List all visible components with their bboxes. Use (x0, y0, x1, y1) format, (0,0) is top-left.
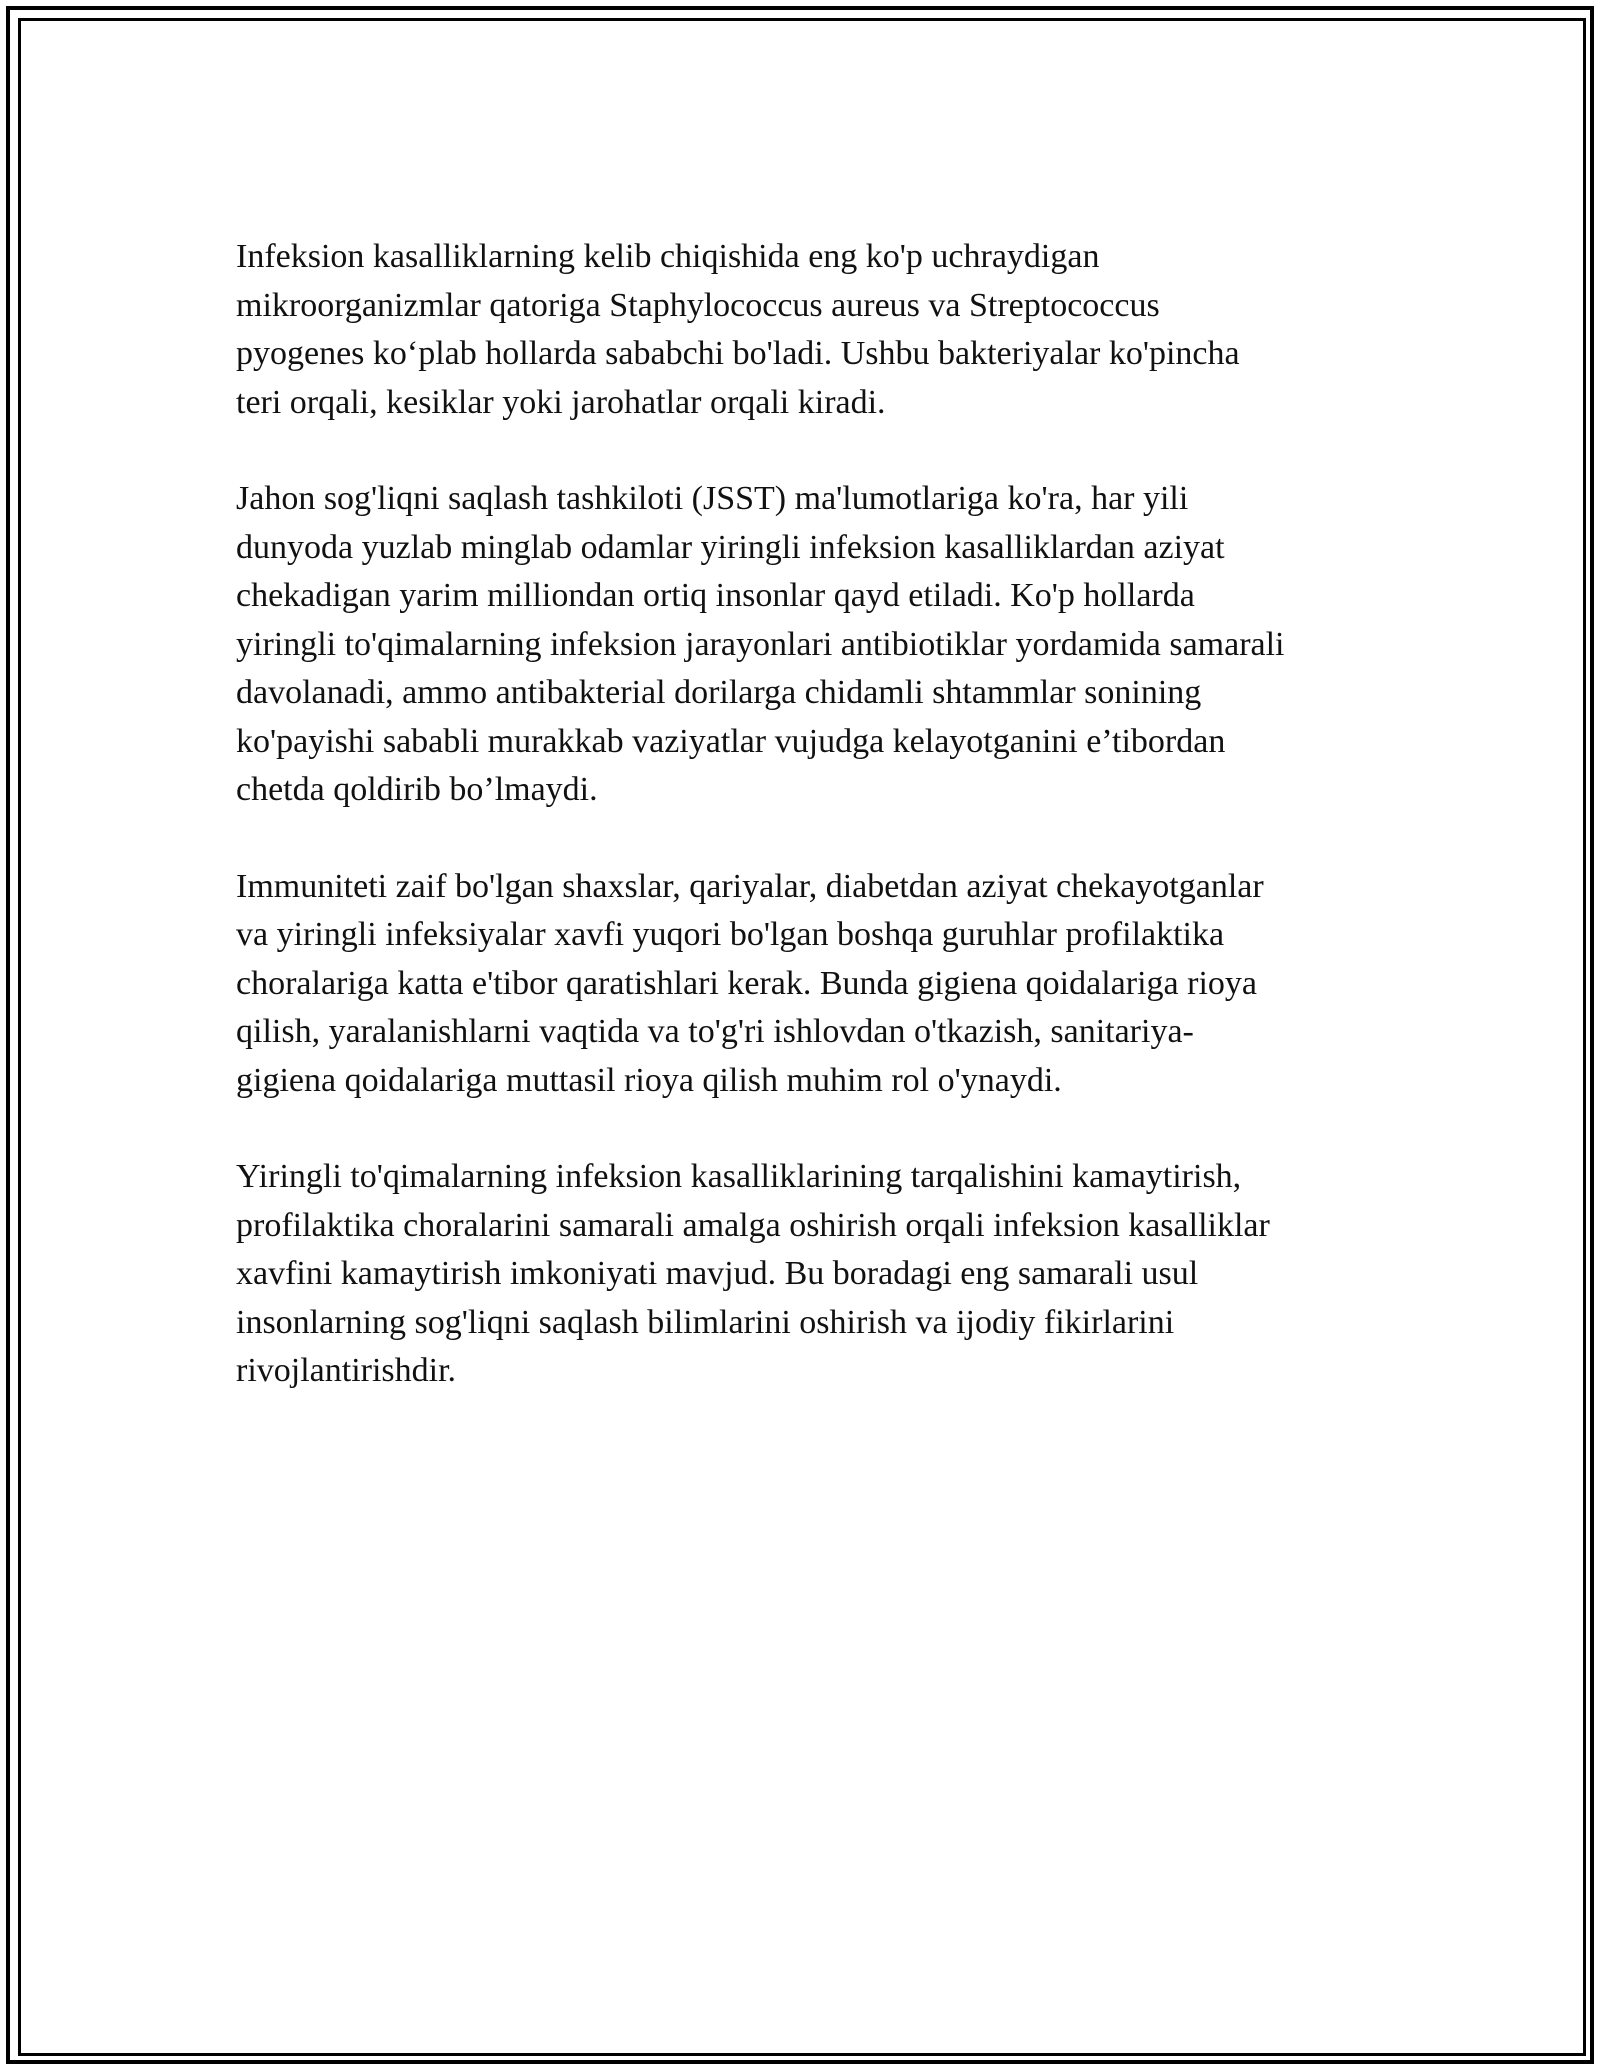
paragraph-4 (236, 1153, 1386, 1396)
text-line: gigiena qoidalariga muttasil rioya qilish muhim rol o'ynaydi. (236, 1061, 1062, 1099)
text-line: mikroorganizmlar qatoriga Staphylococcus aureus va Streptococcus (236, 286, 1160, 324)
text-line: davolanadi, ammo antibakterial dorilarga chidamli shtammlar sonining (236, 674, 1202, 711)
text-line: teri orqali, kesiklar yoki jarohatlar orqali kiradi. (236, 383, 886, 421)
paragraph-2 (236, 475, 1386, 815)
text-line: insonlarning sog'liqni saqlash bilimlarini oshirish va ijodiy fikirlarini (236, 1303, 1175, 1341)
text-line: yiringli to'qimalarning infeksion jarayonlari antibiotiklar yordamida samarali (236, 625, 1285, 663)
text-line: Jahon sog'liqni saqlash tashkiloti (JSST) ma'lumotlariga ko'ra, har yili (236, 480, 1189, 517)
document-body (236, 233, 1386, 1444)
text-line: ko'payishi sababli murakkab vaziyatlar vujudga kelayotganini e’tibordan (236, 722, 1226, 760)
text-line: chetda qoldirib bo’lmaydi. (236, 771, 598, 808)
text-line: Infeksion kasalliklarning kelib chiqishida eng ko'p uchraydigan (236, 238, 1100, 275)
text-line: pyogenes ko‘plab hollarda sababchi bo'ladi. Ushbu bakteriyalar ko'pincha (236, 335, 1240, 372)
text-line: va yiringli infeksiyalar xavfi yuqori bo'lgan boshqa guruhlar profilaktika (236, 916, 1225, 953)
paragraph-1 (236, 233, 1386, 427)
text-line: chekadigan yarim milliondan ortiq insonlar qayd etiladi. Ko'p hollarda (236, 577, 1195, 614)
text-line: profilaktika choralarini samarali amalga oshirish orqali infeksion kasalliklar (236, 1206, 1270, 1244)
text-line: choralariga katta e'tibor qaratishlari kerak. Bunda gigiena qoidalariga rioya (236, 964, 1257, 1002)
text-line: rivojlantirishdir. (236, 1352, 457, 1389)
paragraph-3 (236, 863, 1386, 1106)
text-line: Immuniteti zaif bo'lgan shaxslar, qariyalar, diabetdan aziyat chekayotganlar (236, 867, 1264, 905)
text-line: Yiringli to'qimalarning infeksion kasalliklarining tarqalishini kamaytirish, (236, 1158, 1242, 1195)
text-line: qilish, yaralanishlarni vaqtida va to'g'ri ishlovdan o'tkazish, sanitariya- (236, 1013, 1194, 1050)
text-line: xavfini kamaytirish imkoniyati mavjud. Bu boradagi eng samarali usul (236, 1255, 1199, 1292)
text-line: dunyoda yuzlab minglab odamlar yiringli infeksion kasalliklardan aziyat (236, 528, 1225, 566)
